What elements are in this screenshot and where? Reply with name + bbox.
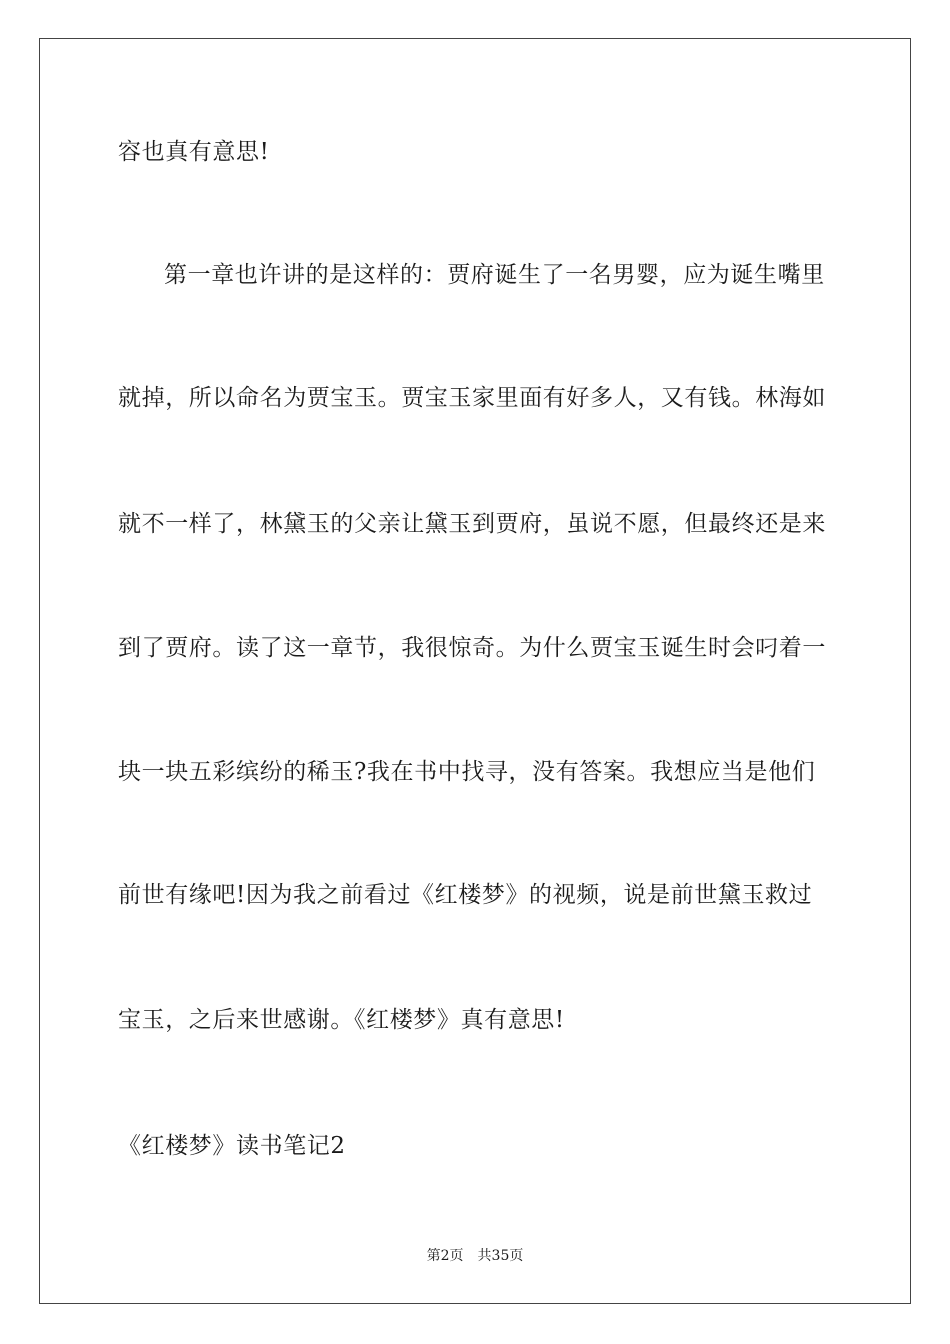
text-line-5: 到了贾府。读了这一章节，我很惊奇。为什么贾宝玉诞生时会叼着一 <box>118 635 826 661</box>
text-line-6: 块一块五彩缤纷的稀玉?我在书中找寻，没有答案。我想应当是他们 <box>118 759 816 785</box>
text-line-3: 就掉，所以命名为贾宝玉。贾宝玉家里面有好多人，又有钱。林海如 <box>118 385 826 411</box>
page-border <box>39 38 911 1304</box>
page-number: 第2页 <box>426 1248 464 1264</box>
text-line-4: 就不一样了，林黛玉的父亲让黛玉到贾府，虽说不愿，但最终还是来 <box>118 511 826 537</box>
paragraph-first-line: 第一章也许讲的是这样的：贾府诞生了一名男婴，应为诞生嘴里 <box>164 262 825 288</box>
section-heading: 《红楼梦》读书笔记2 <box>118 1133 346 1159</box>
text-line-7: 前世有缘吧!因为我之前看过《红楼梦》的视频，说是前世黛玉救过 <box>118 882 813 908</box>
page-footer <box>0 1246 950 1266</box>
text-line-1: 容也真有意思! <box>118 139 270 165</box>
total-pages: 共35页 <box>477 1248 524 1264</box>
text-line-8: 宝玉，之后来世感谢。《红楼梦》真有意思! <box>118 1007 565 1033</box>
